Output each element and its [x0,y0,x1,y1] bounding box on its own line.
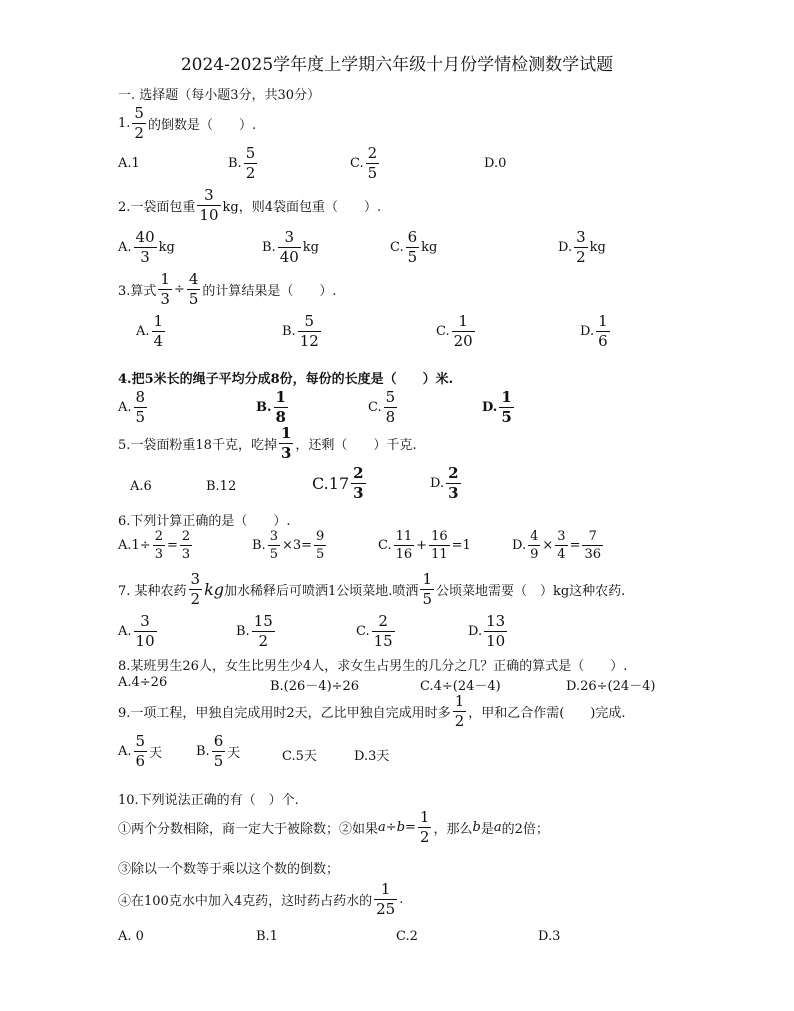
q10-option-b: B.1 [256,929,278,944]
q3-option-b: B. $\frac{5}{12}$ [282,312,319,350]
q2-option-d: D. $\frac{3}{2}$ kg [558,228,606,266]
q6-option-c: C. $\frac{11}{16}$ + $\frac{16}{11}$ =1 [378,529,471,562]
q2-option-b: B. $\frac{3}{40}$ kg [262,228,319,266]
q5-option-d: D. $\frac{2}{3}$ [430,464,459,502]
q7-option-c: C. $\frac{2}{15}$ [356,612,393,650]
q3-option-d: D. $\frac{1}{6}$ [580,312,608,350]
q4-option-c: C. $\frac{5}{8}$ [368,388,396,426]
q10-option-d: D.3 [538,929,561,944]
q4-option-a: A. $\frac{8}{5}$ [118,388,146,426]
q9-option-a: A. $\frac{5}{6}$ 天 [118,732,163,770]
q9-option-b: B. $\frac{6}{5}$ 天 [196,732,241,770]
statement-4: ④在100克水中加入4克药，这时药占药水的 $\frac{1}{25}$ . [118,880,404,918]
q6-option-a: A.1÷ $\frac{2}{3}$ = $\frac{2}{3}$ [118,529,191,562]
q8-option-b: B.(26－4)÷26 [270,679,360,694]
question-10: 10.下列说法正确的有（ ）个. [118,793,299,808]
fraction: $\frac{5}{2}$ [134,104,144,142]
q3-option-a: A. $\frac{1}{4}$ [136,312,164,350]
page-title: 2024-2025学年度上学期六年级十月份学情检测数学试题 [180,55,614,75]
q6-option-d: D. $\frac{4}{9}$ × $\frac{3}{4}$ = $\frac{7}{36}$ [512,529,602,562]
q8-option-d: D.26÷(24－4) [566,679,656,694]
q10-option-c: C.2 [396,929,418,944]
q4-option-d: D. $\frac{1}{5}$ [482,388,512,426]
q10-option-a: A. 0 [118,929,144,944]
q1-option-d: D.0 [484,156,507,171]
q7-option-b: B. $\frac{15}{2}$ [236,612,273,650]
q4-option-b: B. $\frac{1}{8}$ [256,388,286,426]
q2-option-a: A. $\frac{40}{3}$ kg [118,228,175,266]
statement-3: ③除以一个数等于乘以这个数的倒数； [118,862,340,877]
question-6: 6.下列计算正确的是（ ）. [118,514,291,529]
q3-option-c: C. $\frac{1}{20}$ [436,312,473,350]
q8-option-a: A.4÷26 [118,675,168,690]
q5-option-b: B.12 [206,479,237,494]
q7-option-a: A. $\frac{3}{10}$ [118,612,155,650]
section-heading: 一. 选择题（每小题3分，共30分） [118,88,321,103]
q9-option-d: D.3天 [354,749,390,764]
question-7: 7. 某种农药 $\frac{3}{2}$ kg加水稀释后可喷洒1公顷菜地.喷洒 $\frac{1}{5}$ 公顷菜地需要（ ）kg这种农药. [118,570,626,608]
question-3: 3.算式 $\frac{1}{3}$ ÷ $\frac{4}{5}$ 的计算结果是（ ）. [118,270,337,308]
q9-option-c: C.5天 [282,749,317,764]
question-1: 1. $\frac{5}{2}$ 的倒数是（ ）. [118,104,257,142]
q1-option-c: C. $\frac{2}{5}$ [350,144,378,182]
q1-option-a: A.1 [118,156,140,171]
q6-option-b: B. $\frac{3}{5}$ ×3= $\frac{9}{5}$ [252,529,325,562]
q5-option-c: C.17 $\frac{2}{3}$ [312,464,364,502]
statement-1-2: ①两个分数相除，商一定大于被除数；②如果a÷b= $\frac{1}{2}$ ，那么b是a的2倍； [118,808,549,846]
q7-option-d: D. $\frac{13}{10}$ [468,612,506,650]
q1-option-b: B. $\frac{5}{2}$ [228,144,256,182]
q2-option-c: C. $\frac{6}{5}$ kg [390,228,438,266]
question-5: 5.一袋面粉重18千克，吃掉 $\frac{1}{3}$ ，还剩（ ）千克. [118,424,417,462]
q8-option-c: C.4÷(24－4) [420,679,501,694]
question-8: 8.某班男生26人，女生比男生少4人，求女生占男生的几分之几？正确的算式是（ ）. [118,659,628,674]
question-9: 9.一项工程，甲独自完成用时2天，乙比甲独自完成用时多 $\frac{1}{2}$ ，甲和乙合作需( )完成. [118,692,626,730]
q5-option-a: A.6 [130,479,152,494]
question-4: 4.把5米长的绳子平均分成8份，每份的长度是（ ）米. [118,372,454,387]
question-2: 2.一袋面包重 $\frac{3}{10}$ kg，则4袋面包重（ ）. [118,186,382,224]
